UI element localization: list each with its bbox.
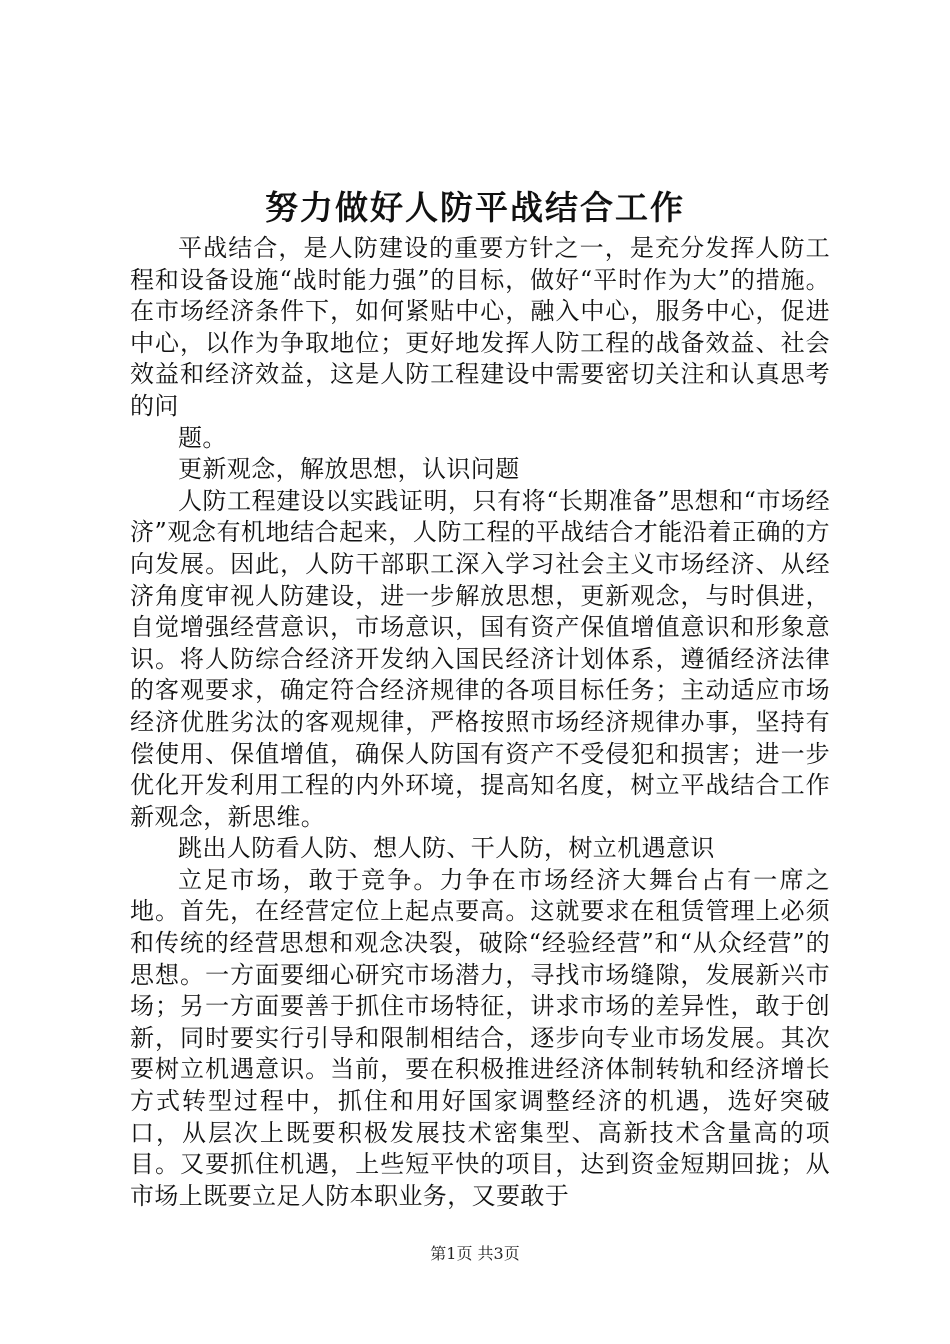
page-footer: 第1页 共3页 <box>430 1244 520 1263</box>
paragraph-section-1: 人防工程建设以实践证明，只有将“长期准备”思想和“市场经济”观念有机地结合起来，人防工程的平战结合才能沿着正确的方向发展。因此，人防干部职工深入学习社会主义市场经济、从经济角度审视人防建设，进一步解放思想，更新观念，与时俱进，自觉增强经营意识，市场意识，国有资产保值增值意识和形象意识。将人防综合经济开发纳入国民经济计划体系，遵循经济法律的客观要求，确定符合经济规律的各项目标任务；主动适应市场经济优胜劣汰的客观规律，严格按照市场经济规律办事，坚持有偿使用、保值增值，确保人防国有资产不受侵犯和损害；进一步优化开发利用工程的内外环境，提高知名度，树立平战结合工作新观念，新思维。 <box>130 486 830 831</box>
document-body <box>130 233 830 1212</box>
document-title: 努力做好人防平战结合工作 <box>265 188 685 227</box>
section-heading-2: 跳出人防看人防、想人防、干人防，树立机遇意识 <box>178 834 715 863</box>
paragraph-intro: 平战结合，是人防建设的重要方针之一，是充分发挥人防工程和设备设施“战时能力强”的目标，做好“平时作为大”的措施。在市场经济条件下，如何紧贴中心，融入中心，服务中心，促进中心，以作为争取地位；更好地发挥人防工程的战备效益、社会效益和经济效益，这是人防工程建设中需要密切关注和认真思考的问 <box>130 234 830 420</box>
paragraph-section-2: 立足市场，敢于竞争。力争在市场经济大舞台占有一席之地。首先，在经营定位上起点要高。这就要求在租赁管理上必须和传统的经营思想和观念决裂，破除“经验经营”和“从众经营”的思想。一方面要细心研究市场潜力，寻找市场缝隙，发展新兴市场；另一方面要善于抓住市场特征，讲求市场的差异性，敢于创新，同时要实行引导和限制相结合，逐步向专业市场发展。其次要树立机遇意识。当前，要在积极推进经济体制转轨和经济增长方式转型过程中，抓住和用好国家调整经济的机遇，选好突破口，从层次上既要积极发展技术密集型、高新技术含量高的项目。又要抓住机遇，上些短平快的项目，达到资金短期回拢；从市场上既要立足人防本职业务，又要敢于 <box>130 865 830 1210</box>
section-heading-1: 更新观念，解放思想，认识问题 <box>178 455 520 484</box>
paragraph-intro-tail: 题。 <box>178 423 227 452</box>
